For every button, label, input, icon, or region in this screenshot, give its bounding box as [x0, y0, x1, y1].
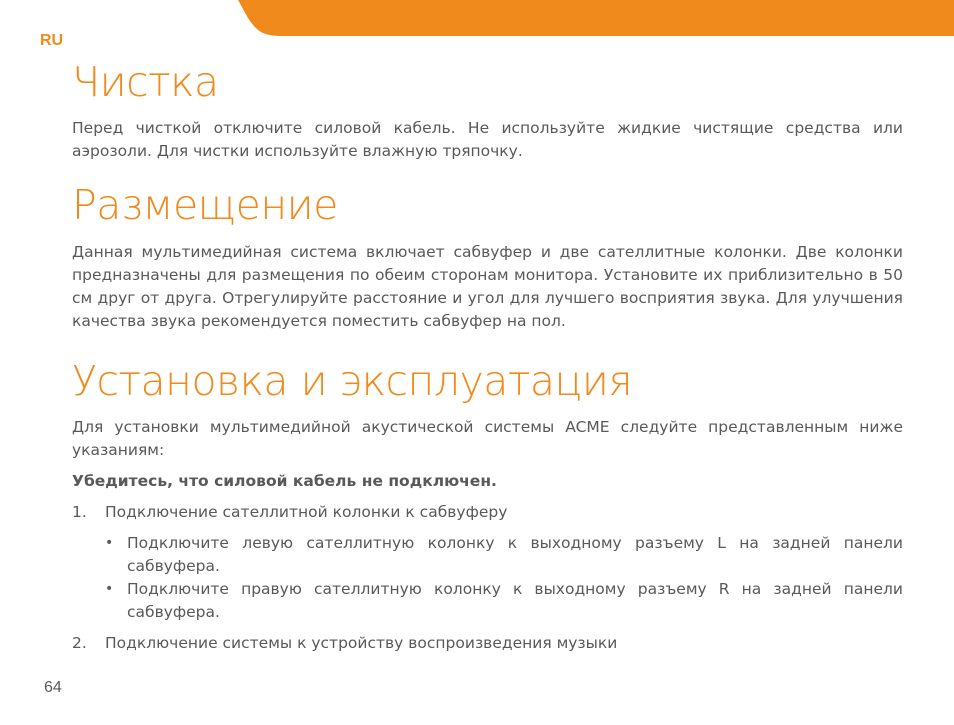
page-number: 64 — [44, 679, 62, 696]
bullet-item — [105, 578, 903, 624]
cable-warning: Убедитесь, что силовой кабель не подключен. — [72, 472, 497, 490]
list-item-number: 2. — [72, 634, 87, 652]
bullet-item — [105, 532, 903, 578]
placement-text: Данная мультимедийная система включает сабвуфер и две сателлитные колонки. Две колонки предназначены для размещения по обеим сторонам монитора. Установите их приблизительно в 50 см друг от друга. Отрегулируйте расстояние и угол для лучшего восприятия звука. Для улучшения качества звука рекомендуется поместить сабвуфер на пол. — [72, 243, 903, 330]
install-intro: Для установки мультимедийной акустической системы ACME следуйте представленным ниже указаниям: — [72, 418, 903, 459]
language-tag: RU — [40, 32, 64, 49]
section-title-placement: Размещение — [72, 181, 338, 229]
bullet-icon: • — [105, 581, 114, 597]
bullet-text: Подключите левую сателлитную колонку к выходному разъему L на задней панели сабвуфера. — [127, 534, 903, 575]
cleaning-text: Перед чисткой отключите силовой кабель. Не используйте жидкие чистящие средства или аэрозоли. Для чистки используйте влажную тряпочку. — [72, 119, 903, 160]
list-item-text: Подключение сателлитной колонки к сабвуферу — [105, 503, 508, 521]
bullet-text: Подключите правую сателлитную колонку к выходному разъему R на задней панели сабвуфера. — [127, 580, 903, 621]
bullet-icon: • — [105, 535, 114, 551]
section-title-install: Установка и эксплуатация — [72, 357, 633, 405]
list-item-text: Подключение системы к устройству воспроизведения музыки — [105, 634, 618, 652]
list-item-number: 1. — [72, 503, 87, 521]
top-accent-bar — [0, 0, 954, 36]
section-title-cleaning: Чистка — [72, 58, 219, 106]
